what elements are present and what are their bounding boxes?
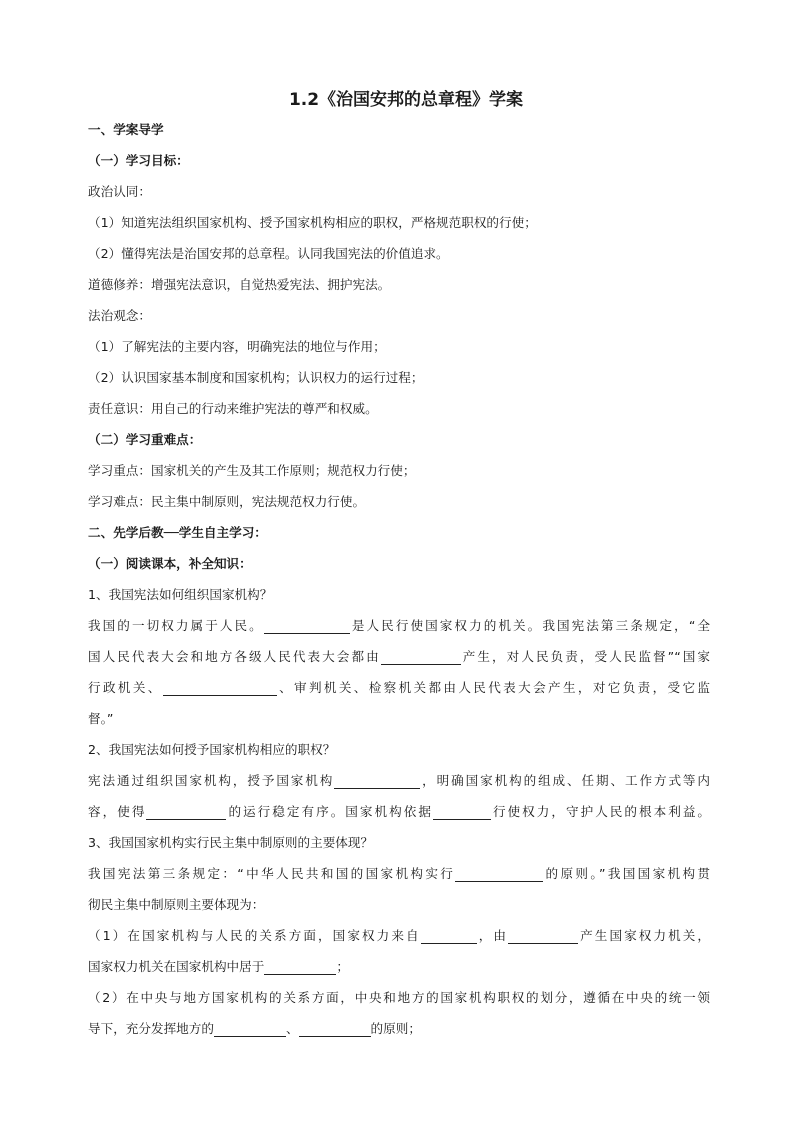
difficult-point: 学习难点：民主集中制原则，宪法规范权力行使。 xyxy=(88,494,366,509)
goal-rule-of-law: 法治观念： xyxy=(88,308,151,323)
question-3: 3、我国国家机构实行民主集中制原则的主要体现？ xyxy=(88,835,374,850)
paragraph-line: 督。” xyxy=(88,711,114,726)
subsection-reading: （一）阅读课本，补全知识： xyxy=(88,556,252,571)
fill-blank[interactable] xyxy=(433,804,491,820)
paragraph-line: 彻民主集中制原则主要体现为： xyxy=(88,897,265,912)
paragraph-line: 国家权力机关在国家机构中居于 ； xyxy=(88,959,349,974)
question-2: 2、我国宪法如何授予国家机构相应的职权？ xyxy=(88,742,336,757)
goal-item: （1）知道宪法组织国家机构、授予国家机构相应的职权，严格规范职权的行使； xyxy=(88,215,537,230)
document-title: 1.2《治国安邦的总章程》学案 xyxy=(288,90,524,110)
question-1: 1、我国宪法如何组织国家机构？ xyxy=(88,587,273,602)
fill-blank[interactable] xyxy=(381,649,461,665)
paragraph-line: （1）在国家机构与人民的关系方面，国家权力来自 ，由 产生国家权力机关， xyxy=(88,928,711,943)
section-heading-1: 一、学案导学 xyxy=(88,122,164,137)
fill-blank[interactable] xyxy=(334,773,420,789)
paragraph-line: 国人民代表大会和地方各级人民代表大会都由 产生，对人民负责，受人民监督”“国家 xyxy=(88,649,711,664)
goal-item: （2）懂得宪法是治国安邦的总章程。认同我国宪法的价值追求。 xyxy=(88,246,449,261)
section-heading-2: 二、先学后教──学生自主学习： xyxy=(88,525,267,540)
goal-responsibility: 责任意识：用自己的行动来维护宪法的尊严和权威。 xyxy=(88,401,378,416)
fill-blank[interactable] xyxy=(146,804,226,820)
document-page xyxy=(88,86,710,1044)
goal-moral-cultivation: 道德修养：增强宪法意识，自觉热爱宪法、拥护宪法。 xyxy=(88,277,391,292)
key-point: 学习重点：国家机关的产生及其工作原则；规范权力行使； xyxy=(88,463,416,478)
subsection-learning-goals: （一）学习目标： xyxy=(88,153,189,168)
goal-item: （2）认识国家基本制度和国家机构；认识权力的运行过程； xyxy=(88,370,424,385)
goal-item: （1）了解宪法的主要内容，明确宪法的地位与作用； xyxy=(88,339,386,354)
paragraph-line: 我国的一切权力属于人民。 是人民行使国家权力的机关。我国宪法第三条规定，“全 xyxy=(88,618,711,633)
subsection-key-points: （二）学习重难点： xyxy=(88,432,202,447)
fill-blank[interactable] xyxy=(455,866,543,882)
paragraph-line: （2）在中央与地方国家机构的关系方面，中央和地方的国家机构职权的划分，遵循在中央的统一领 xyxy=(88,990,710,1005)
fill-blank[interactable] xyxy=(163,680,277,696)
fill-blank[interactable] xyxy=(264,618,350,634)
fill-blank[interactable] xyxy=(264,959,336,975)
fill-blank[interactable] xyxy=(508,928,578,944)
goal-political-identity: 政治认同： xyxy=(88,184,151,199)
paragraph-line: 导下，充分发挥地方的 、 的原则； xyxy=(88,1021,421,1036)
paragraph-line: 我国宪法第三条规定：“中华人民共和国的国家机构实行 的原则。”我国国家机构贯 xyxy=(88,866,710,881)
paragraph-line: 宪法通过组织国家机构，授予国家机构 ，明确国家机构的组成、任期、工作方式等内 xyxy=(88,773,711,788)
fill-blank[interactable] xyxy=(214,1021,286,1037)
fill-blank[interactable] xyxy=(421,928,477,944)
fill-blank[interactable] xyxy=(299,1021,371,1037)
paragraph-line: 行政机关、 、审判机关、检察机关都由人民代表大会产生，对它负责，受它监 xyxy=(88,680,711,695)
paragraph-line: 容，使得 的运行稳定有序。国家机构依据 行使权力，守护人民的根本利益。 xyxy=(88,804,711,819)
